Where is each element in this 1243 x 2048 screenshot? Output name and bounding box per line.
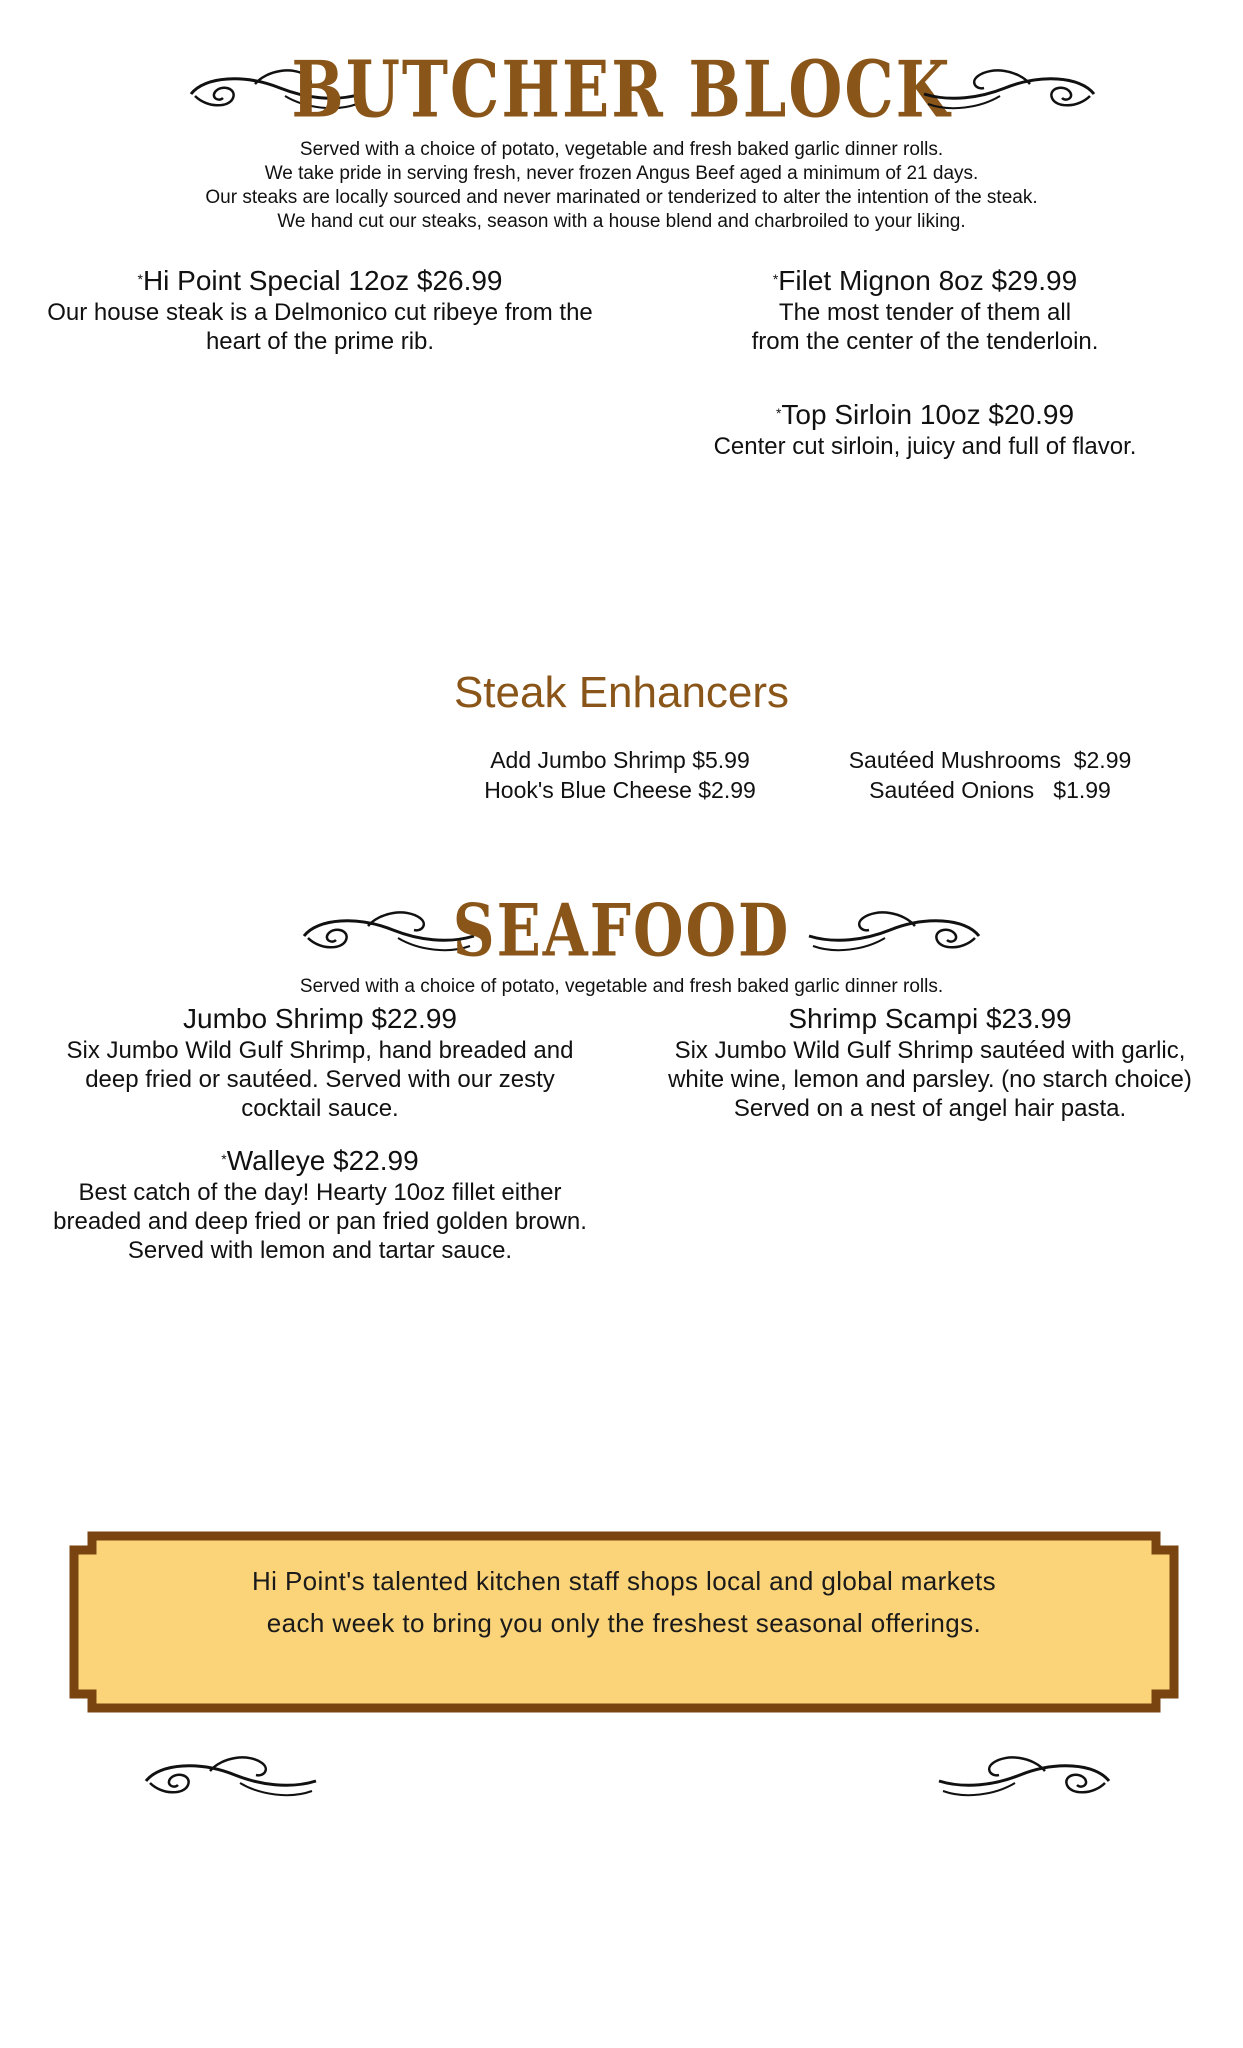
butcher-block-title: BUTCHER BLOCK xyxy=(291,44,952,136)
item-description: Best catch of the day! Hearty 10oz fillet either xyxy=(78,1179,562,1206)
info-box xyxy=(68,1530,1180,1714)
item-name: Jumbo Shrimp $22.99 xyxy=(183,1003,457,1034)
menu-item xyxy=(640,1000,1220,1123)
butcher-intro-line: Served with a choice of potato, vegetable and fresh baked garlic dinner rolls. xyxy=(299,139,944,160)
enhancer-item: Add Jumbo Shrimp $5.99 xyxy=(490,747,750,773)
item-description: Served with lemon and tartar sauce. xyxy=(127,1237,513,1264)
butcher-intro-line: We hand cut our steaks, season with a house blend and charbroiled to your liking. xyxy=(277,211,966,232)
item-title xyxy=(650,396,1200,432)
item-name: Shrimp Scampi $23.99 xyxy=(788,1003,1072,1034)
item-description: white wine, lemon and parsley. (no starch choice) xyxy=(668,1066,1192,1093)
menu-item xyxy=(40,1142,600,1265)
info-line: each week to bring you only the freshest seasonal offerings. xyxy=(266,1608,982,1638)
enhancer-item: Sautéed Mushrooms $2.99 xyxy=(848,747,1132,773)
enhancers-left-column xyxy=(460,745,780,805)
item-description: heart of the prime rib. xyxy=(205,328,435,355)
item-description: cocktail sauce. xyxy=(241,1095,399,1122)
seafood-title: SEAFOOD xyxy=(452,888,791,973)
item-description: Served on a nest of angel hair pasta. xyxy=(733,1095,1127,1122)
flourish-icon xyxy=(935,1745,1115,1805)
item-name: Walleye $22.99 xyxy=(226,1145,419,1176)
item-description: Six Jumbo Wild Gulf Shrimp, hand breaded and xyxy=(66,1037,574,1064)
info-line: Hi Point's talented kitchen staff shops local and global markets xyxy=(251,1566,997,1596)
item-description: breaded and deep fried or pan fried golden brown. xyxy=(53,1208,587,1235)
item-description: from the center of the tenderloin. xyxy=(751,328,1099,355)
butcher-intro-line: Our steaks are locally sourced and never marinated or tenderized to alter the intention of the steak. xyxy=(205,187,1038,208)
item-description: deep fried or sautéed. Served with our zesty xyxy=(85,1066,555,1093)
butcher-intro-line: We take pride in serving fresh, never frozen Angus Beef aged a minimum of 21 days. xyxy=(264,163,979,184)
menu-item xyxy=(30,262,610,356)
item-title xyxy=(40,1142,600,1178)
item-title xyxy=(40,1000,600,1036)
flourish-icon xyxy=(140,1745,320,1805)
menu-item xyxy=(40,1000,600,1123)
seafood-intro: Served with a choice of potato, vegetable and fresh baked garlic dinner rolls. xyxy=(299,976,944,997)
item-name: Filet Mignon 8oz $29.99 xyxy=(778,265,1078,296)
asterisk: * xyxy=(137,271,143,287)
flourish-icon xyxy=(805,900,985,960)
item-description: The most tender of them all xyxy=(778,299,1072,326)
item-name: Hi Point Special 12oz $26.99 xyxy=(142,265,503,296)
asterisk: * xyxy=(775,405,782,421)
enhancer-item: Hook's Blue Cheese $2.99 xyxy=(484,777,756,803)
info-text xyxy=(68,1560,1180,1644)
item-title xyxy=(640,1000,1220,1036)
menu-item xyxy=(650,262,1200,356)
menu-item xyxy=(650,396,1200,461)
asterisk: * xyxy=(221,1151,227,1167)
enhancers-title: Steak Enhancers xyxy=(453,668,790,717)
asterisk: * xyxy=(772,271,779,287)
enhancer-item: Sautéed Onions $1.99 xyxy=(869,777,1111,803)
item-description: Center cut sirloin, juicy and full of flavor. xyxy=(713,433,1137,460)
item-description: Six Jumbo Wild Gulf Shrimp sautéed with garlic, xyxy=(674,1037,1186,1064)
item-name: Top Sirloin 10oz $20.99 xyxy=(781,399,1075,430)
item-title xyxy=(650,262,1200,298)
item-description: Our house steak is a Delmonico cut ribeye from the xyxy=(47,299,593,326)
flourish-icon xyxy=(920,58,1100,118)
item-title xyxy=(30,262,610,298)
enhancers-right-column xyxy=(820,745,1160,805)
